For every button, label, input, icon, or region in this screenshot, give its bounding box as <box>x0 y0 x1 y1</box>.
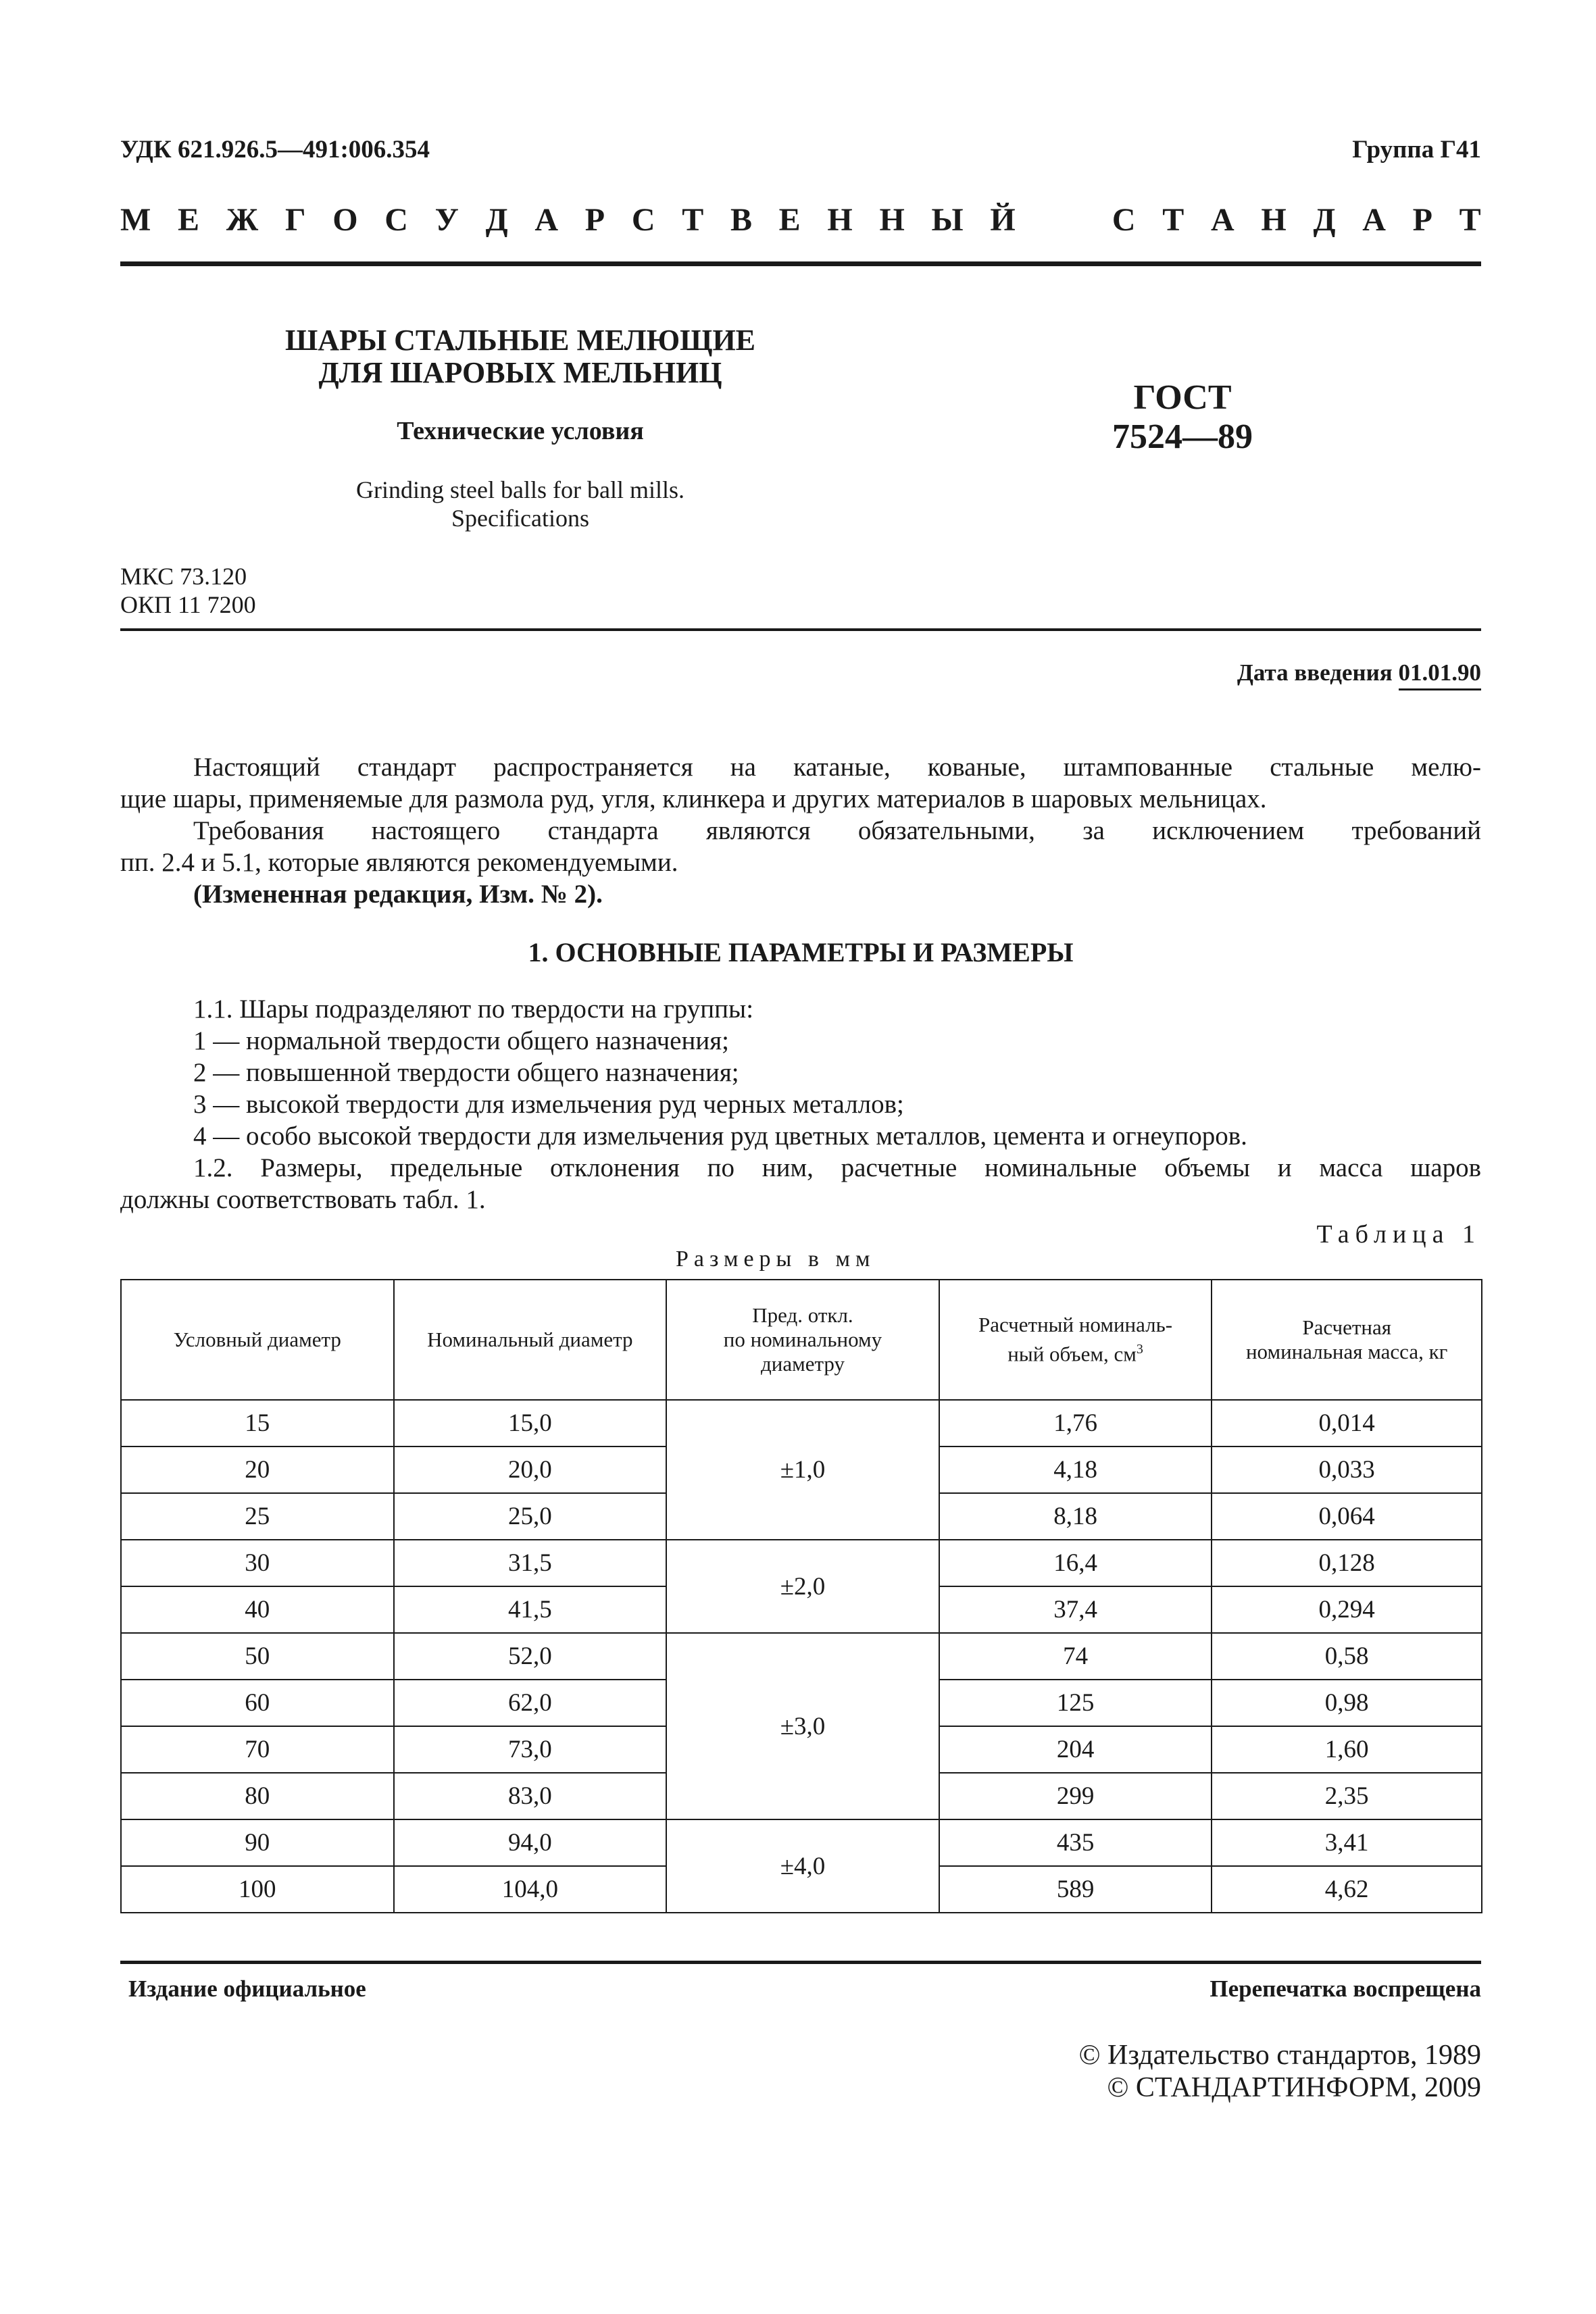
header-volume-line-2 <box>940 1337 1212 1366</box>
document-subtitle: Технические условия <box>397 417 644 445</box>
dimensions-table <box>120 1279 1482 1913</box>
header-tolerance-line-3: диаметру <box>760 1352 845 1376</box>
paragraph-requirements <box>120 815 1481 878</box>
footer-rule <box>120 1961 1481 1964</box>
cell-volume: 204 <box>939 1726 1212 1773</box>
interstate-letter: М <box>120 202 151 238</box>
cell-size: 25 <box>121 1493 394 1540</box>
header-volume-line-1: Расчетный номиналь- <box>978 1313 1173 1337</box>
cell-size: 40 <box>121 1586 394 1633</box>
cell-volume: 435 <box>939 1819 1212 1866</box>
group-code: Группа Г41 <box>1352 136 1481 164</box>
title-line-2: ДЛЯ ШАРОВЫХ МЕЛЬНИЦ <box>318 356 722 389</box>
english-title-line-1: Grinding steel balls for ball mills. <box>356 476 684 503</box>
table-units: Размеры в мм <box>676 1247 876 1272</box>
interstate-letter: Р <box>584 202 605 238</box>
cell-tolerance: ±1,0 <box>666 1400 939 1540</box>
cell-volume: 37,4 <box>939 1586 1212 1633</box>
table-row <box>121 1400 1482 1447</box>
group-1: 1 — нормальной твердости общего назначения; <box>193 1026 730 1055</box>
header-mass <box>1212 1280 1482 1400</box>
interstate-letter: С <box>384 202 408 238</box>
interstate-letter: А <box>1211 202 1235 238</box>
interstate-letter: Н <box>879 202 905 238</box>
english-title-line-2: Specifications <box>451 505 589 532</box>
cell-nominal: 31,5 <box>394 1540 667 1586</box>
cell-size: 20 <box>121 1447 394 1493</box>
cell-nominal: 15,0 <box>394 1400 667 1447</box>
copyright-1989: © Издательство стандартов, 1989 <box>1078 2040 1481 2071</box>
header-nominal-diameter: Номинальный диаметр <box>394 1280 667 1400</box>
gost-code: 7524—89 <box>1112 418 1253 456</box>
clause-1-2-line-2: должны соответствовать табл. 1. <box>120 1185 486 1214</box>
cell-mass: 0,033 <box>1212 1447 1482 1493</box>
interstate-letter: В <box>730 202 752 238</box>
cell-tolerance: ±4,0 <box>666 1819 939 1913</box>
interstate-standard-heading <box>120 201 1481 238</box>
cell-volume: 589 <box>939 1866 1212 1913</box>
cell-tolerance: ±2,0 <box>666 1540 939 1633</box>
paragraph-scope-line-2: щие шары, применяемые для размола руд, угля, клинкера и других материалов в шаровых мельницах. <box>120 784 1267 813</box>
cell-mass: 0,98 <box>1212 1680 1482 1726</box>
table-header-row <box>121 1280 1482 1400</box>
paragraph-scope <box>120 751 1481 815</box>
cell-mass: 2,35 <box>1212 1773 1482 1819</box>
cell-volume: 299 <box>939 1773 1212 1819</box>
header-rule <box>120 261 1481 266</box>
paragraph-requirements-line-2: пп. 2.4 и 5.1, которые являются рекомендуемыми. <box>120 848 678 877</box>
group-2: 2 — повышенной твердости общего назначения; <box>193 1058 739 1087</box>
interstate-letter <box>1077 201 1085 238</box>
classification-codes <box>120 562 256 619</box>
cell-mass: 0,58 <box>1212 1633 1482 1680</box>
gost-number <box>1081 378 1284 457</box>
header-volume <box>939 1280 1212 1400</box>
cell-mass: 3,41 <box>1212 1819 1482 1866</box>
cell-size: 15 <box>121 1400 394 1447</box>
official-edition-label: Издание официальное <box>128 1976 366 2002</box>
interstate-letter: Т <box>682 202 704 238</box>
cell-volume: 16,4 <box>939 1540 1212 1586</box>
cell-nominal: 83,0 <box>394 1773 667 1819</box>
interstate-letter: А <box>534 202 559 238</box>
reprint-prohibited-label: Перепечатка воспрещена <box>1210 1976 1481 2002</box>
table-caption: Таблица 1 <box>1316 1220 1481 1249</box>
interstate-letter: Т <box>1162 202 1184 238</box>
interstate-letter: О <box>332 202 358 238</box>
header-mass-line-2: номинальная масса, кг <box>1245 1340 1448 1363</box>
cell-nominal: 52,0 <box>394 1633 667 1680</box>
header-tolerance-line-2: по номинальному <box>723 1328 882 1351</box>
interstate-letter: Р <box>1412 202 1432 238</box>
interstate-letter: Ж <box>226 202 259 238</box>
cell-nominal: 73,0 <box>394 1726 667 1773</box>
codes-rule <box>120 628 1481 631</box>
cell-volume: 8,18 <box>939 1493 1212 1540</box>
cell-size: 80 <box>121 1773 394 1819</box>
title-line-1: ШАРЫ СТАЛЬНЫЕ МЕЛЮЩИЕ <box>284 324 756 357</box>
header-volume-unit: ный объем, см <box>1007 1342 1137 1366</box>
interstate-letter: С <box>1112 202 1136 238</box>
mks-code: МКС 73.120 <box>120 563 247 590</box>
okp-code: ОКП 11 7200 <box>120 591 256 618</box>
interstate-letter: Г <box>284 202 306 238</box>
cell-mass: 4,62 <box>1212 1866 1482 1913</box>
english-title <box>223 476 818 532</box>
cell-volume: 125 <box>939 1680 1212 1726</box>
header-volume-superscript: 3 <box>1136 1342 1143 1357</box>
group-3: 3 — высокой твердости для измельчения руд черных металлов; <box>193 1090 904 1119</box>
interstate-letter: Н <box>827 202 853 238</box>
table-row <box>121 1540 1482 1586</box>
interstate-letter: Д <box>485 202 508 238</box>
interstate-letter: С <box>631 202 655 238</box>
cell-nominal: 62,0 <box>394 1680 667 1726</box>
gost-label: ГОСТ <box>1133 378 1232 417</box>
copyright-2009: © СТАНДАРТИНФОРМ, 2009 <box>1107 2072 1481 2103</box>
interstate-letter: Н <box>1261 202 1287 238</box>
cell-volume: 4,18 <box>939 1447 1212 1493</box>
cell-nominal: 41,5 <box>394 1586 667 1633</box>
interstate-letter: Е <box>778 202 801 238</box>
section-1-heading: 1. ОСНОВНЫЕ ПАРАМЕТРЫ И РАЗМЕРЫ <box>528 937 1074 967</box>
cell-size: 100 <box>121 1866 394 1913</box>
cell-volume: 74 <box>939 1633 1212 1680</box>
amendment-note: (Измененная редакция, Изм. № 2). <box>193 880 603 909</box>
cell-mass: 0,294 <box>1212 1586 1482 1633</box>
cell-volume: 1,76 <box>939 1400 1212 1447</box>
interstate-letter: Е <box>178 202 200 238</box>
cell-mass: 0,064 <box>1212 1493 1482 1540</box>
interstate-letter: Т <box>1459 202 1481 238</box>
cell-mass: 0,014 <box>1212 1400 1482 1447</box>
cell-nominal: 104,0 <box>394 1866 667 1913</box>
header-tolerance <box>666 1280 939 1400</box>
interstate-letter: У <box>434 202 459 238</box>
cell-nominal: 20,0 <box>394 1447 667 1493</box>
paragraph-scope-line-1: Настоящий стандарт распространяется на катаные, кованые, штампованные стальные мелю- <box>193 753 1481 782</box>
interstate-letter: Д <box>1313 202 1336 238</box>
introduction-date-value: 01.01.90 <box>1399 659 1482 690</box>
table-row <box>121 1819 1482 1866</box>
introduction-date <box>1237 659 1481 686</box>
cell-size: 90 <box>121 1819 394 1866</box>
cell-size: 60 <box>121 1680 394 1726</box>
copyright-block <box>1079 2039 1481 2104</box>
cell-size: 70 <box>121 1726 394 1773</box>
clause-1-2-line-1: 1.2. Размеры, предельные отклонения по ним, расчетные номинальные объемы и масса шаров <box>193 1153 1481 1182</box>
clause-1-1: 1.1. Шары подразделяют по твердости на группы: <box>193 995 754 1024</box>
cell-mass: 0,128 <box>1212 1540 1482 1586</box>
clause-1-2 <box>120 1152 1481 1215</box>
interstate-letter <box>1042 201 1050 238</box>
cell-size: 50 <box>121 1633 394 1680</box>
interstate-letter: Й <box>990 202 1016 238</box>
interstate-letter: А <box>1362 202 1386 238</box>
paragraph-requirements-line-1: Требования настоящего стандарта являются обязательными, за исключением требований <box>193 816 1481 845</box>
header-nominal-size: Условный диаметр <box>121 1280 394 1400</box>
cell-size: 30 <box>121 1540 394 1586</box>
udk-code: УДК 621.926.5—491:006.354 <box>120 136 430 164</box>
cell-tolerance: ±3,0 <box>666 1633 939 1819</box>
header-mass-line-1: Расчетная <box>1302 1315 1391 1339</box>
cell-nominal: 25,0 <box>394 1493 667 1540</box>
introduction-date-label: Дата введения <box>1237 659 1393 686</box>
cell-mass: 1,60 <box>1212 1726 1482 1773</box>
table-row <box>121 1633 1482 1680</box>
group-4: 4 — особо высокой твердости для измельчения руд цветных металлов, цемента и огнеупоров. <box>193 1122 1247 1151</box>
interstate-letter: Ы <box>931 202 964 238</box>
cell-nominal: 94,0 <box>394 1819 667 1866</box>
document-title <box>223 324 818 389</box>
header-tolerance-line-1: Пред. откл. <box>752 1303 853 1327</box>
